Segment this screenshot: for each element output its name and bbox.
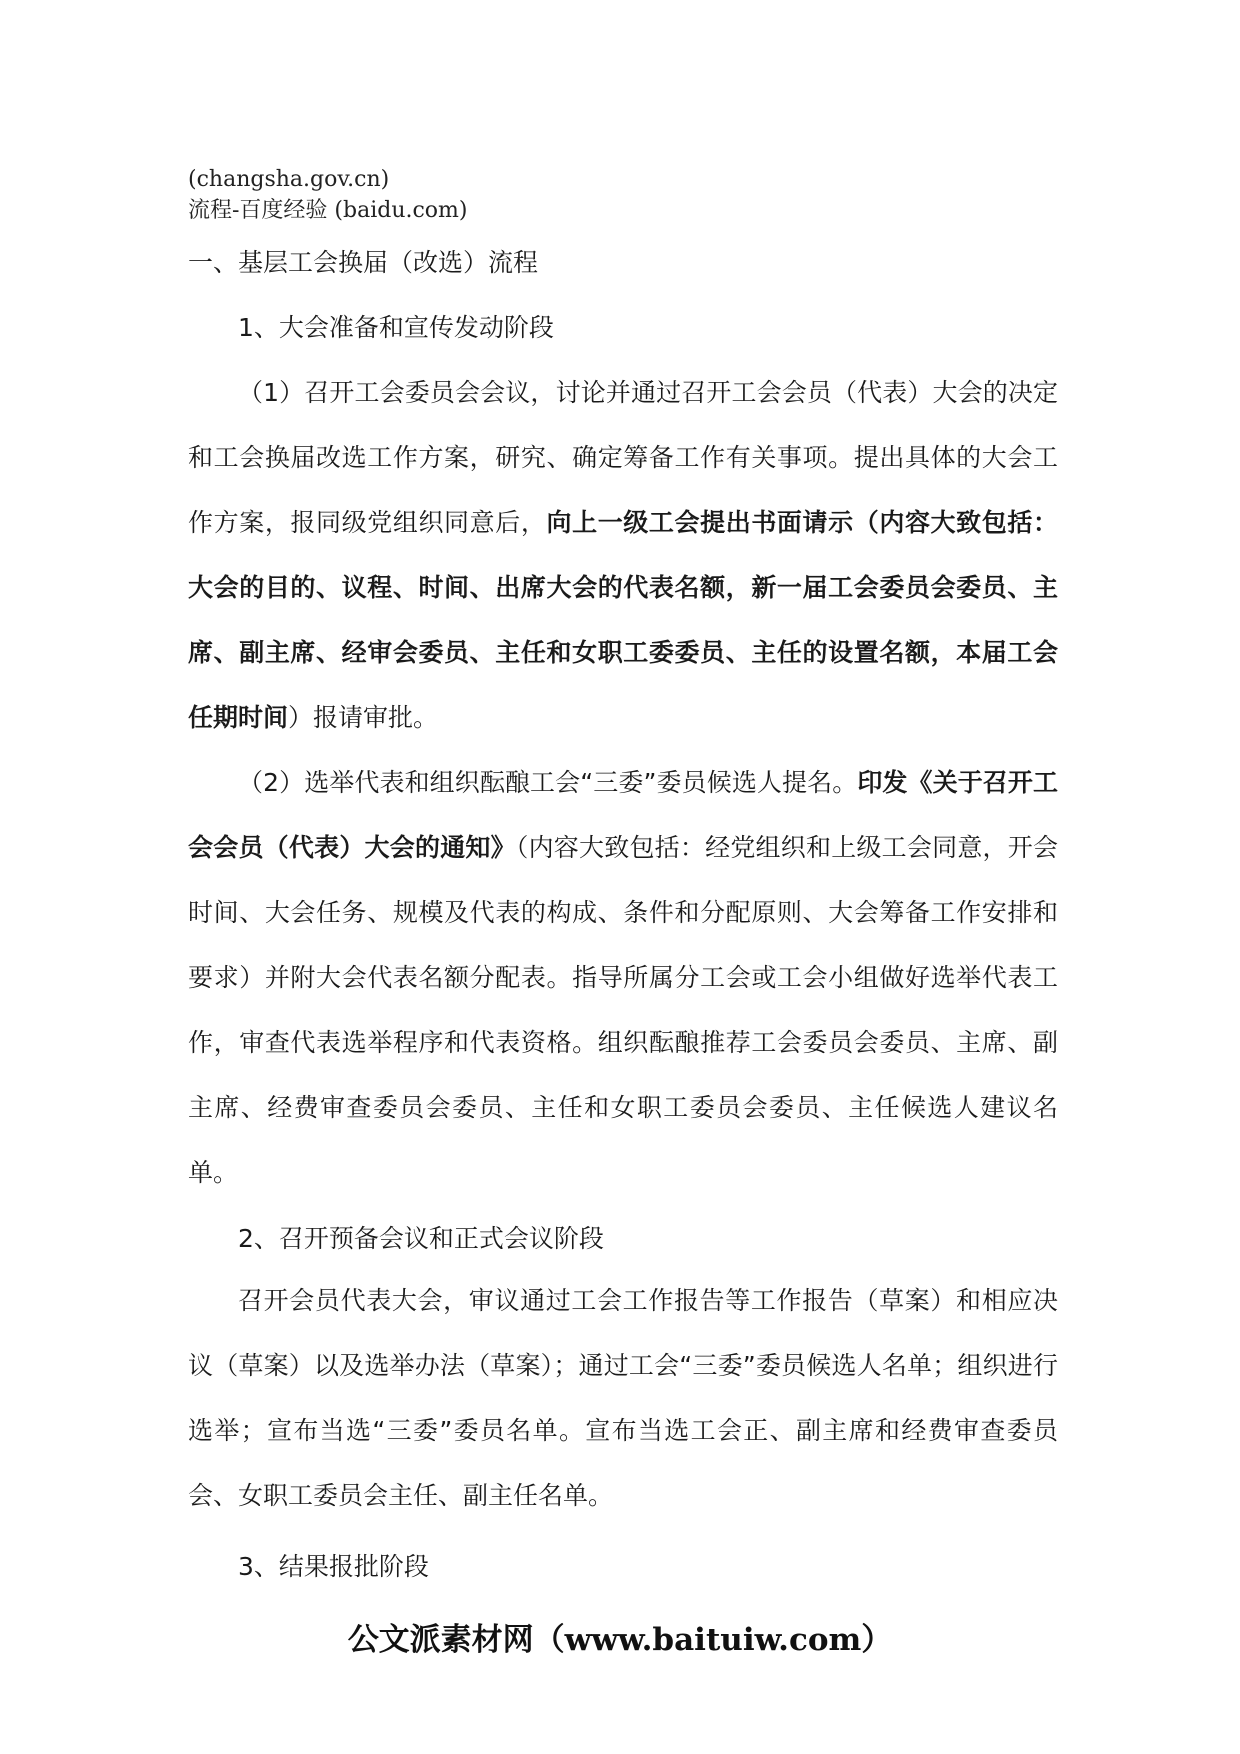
paragraph-2-1: 召开会员代表大会，审议通过工会工作报告等工作报告（草案）和相应决议（草案）以及选举办法（草案）；通过工会“三委”委员候选人名单；组织进行选举；宣布当选“三委”委员名单。宣布当选工会正、副主席和经费审查委员会、女职工委员会主任、副主任名单。: [188, 1286, 1058, 1510]
section-title-3: 3、结果报批阶段: [238, 1552, 429, 1581]
paragraph-1-1-text-a: （1）召开工会委员会会议，讨论并通过召开工会会员（代表）大会的决定和工会换届改选工作方案，研究、确定筹备工作有关事项。提出具体的大会工作方案，报同级党组织同意后，: [188, 378, 1058, 537]
section-title-1: 1、大会准备和宣传发动阶段: [238, 313, 554, 342]
paragraph-1-2: [188, 750, 1058, 1205]
source-link-changsha[interactable]: (changsha.gov.cn): [188, 167, 390, 192]
paragraph-1-2-text-a: （2）选举代表和组织酝酿工会“三委”委员候选人提名。: [238, 768, 858, 797]
paragraph-1-1-bold: 向上一级工会提出书面请示（内容大致包括：大会的目的、议程、时间、出席大会的代表名额，新一届工会委员会委员、主席、副主席、经审会委员、主任和女职工委委员、主任的设置名额，本届工会任期时间: [188, 508, 1058, 732]
source-link-baidu[interactable]: 流程-百度经验 (baidu.com): [188, 198, 468, 223]
main-heading: 一、基层工会换届（改选）流程: [188, 248, 539, 277]
section-title-2: 2、召开预备会议和正式会议阶段: [238, 1224, 604, 1253]
paragraph-1-1-text-c: ）报请审批。: [288, 703, 439, 732]
paragraph-1-2-bold: 印发《关于召开工会会员（代表）大会的通知》: [188, 768, 1058, 862]
footer-watermark: 公文派素材网（www.baituiw.com）: [347, 1622, 893, 1658]
paragraph-1-2-text-c: （内容大致包括：经党组织和上级工会同意，开会时间、大会任务、规模及代表的构成、条件和分配原则、大会筹备工作安排和要求）并附大会代表名额分配表。指导所属分工会或工会小组做好选举代表工作，审查代表选举程序和代表资格。组织酝酿推荐工会委员会委员、主席、副主席、经费审查委员会委员、主任和女职工委员会委员、主任候选人建议名单。: [188, 833, 1058, 1187]
paragraph-1-1: [188, 360, 1058, 750]
